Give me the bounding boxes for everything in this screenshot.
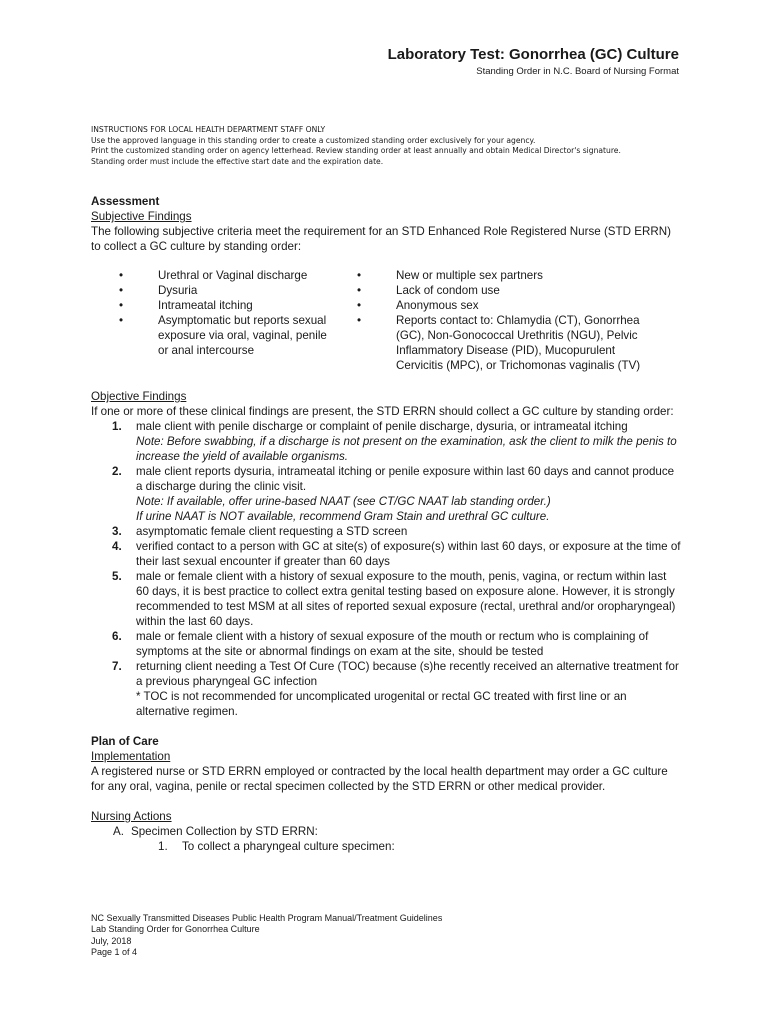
- implementation-text: A registered nurse or STD ERRN employed or contracted by the local health department may order a GC culture for any oral, vagina, penile or rectal specimen collected by the STD ERRN or other medical provider.: [91, 765, 668, 793]
- item-note: Note: If available, offer urine-based NAAT (see CT/GC NAAT lab standing order.): [136, 495, 551, 508]
- item-key: 1.: [158, 840, 168, 853]
- objective-heading: Objective Findings: [91, 390, 187, 403]
- page-footer: [91, 913, 442, 959]
- main-content: [91, 194, 681, 854]
- instructions-block: [91, 125, 671, 167]
- item-text: verified contact to a person with GC at site(s) of exposure(s) within last 60 days, or exposure at the time of their last sexual encounter if greater than 60 days: [136, 540, 681, 568]
- item-text: male or female client with a history of sexual exposure of the mouth or rectum who is complaining of symptoms at the site or abnormal findings on exam at the site, should be tested: [136, 630, 649, 658]
- list-item: [357, 283, 647, 298]
- bullet-text: Asymptomatic but reports sexual exposure via oral, vaginal, penile or anal intercourse: [158, 314, 327, 357]
- instructions-line: Standing order must include the effective start date and the expiration date.: [91, 156, 384, 166]
- list-item: [91, 464, 681, 524]
- item-number: 7.: [112, 660, 122, 673]
- bullet-icon: •: [119, 269, 124, 282]
- bullet-text: New or multiple sex partners: [396, 269, 543, 282]
- footer-line: NC Sexually Transmitted Diseases Public Health Program Manual/Treatment Guidelines: [91, 913, 443, 923]
- bullet-icon: •: [357, 299, 362, 312]
- list-item: [119, 268, 329, 283]
- bullet-column-left: [119, 268, 329, 373]
- list-item: [91, 659, 681, 719]
- item-number: 1.: [112, 420, 122, 433]
- item-footnote: * TOC is not recommended for uncomplicated urogenital or rectal GC treated with first line or an alternative regimen.: [136, 690, 627, 718]
- item-text: asymptomatic female client requesting a STD screen: [136, 525, 408, 538]
- list-item: [91, 419, 681, 464]
- instructions-line: Print the customized standing order on agency letterhead. Review standing order at least annually and obtain Medical Director's signature.: [91, 146, 621, 156]
- item-text: To collect a pharyngeal culture specimen:: [182, 840, 395, 853]
- list-item: [91, 524, 681, 539]
- assessment-heading: Assessment: [91, 195, 160, 208]
- item-number: 5.: [112, 570, 122, 583]
- bullet-text: Urethral or Vaginal discharge: [158, 269, 308, 282]
- list-item: [91, 629, 681, 659]
- bullet-text: Dysuria: [158, 284, 198, 297]
- nursing-section: [91, 809, 681, 854]
- bullet-column-right: [357, 268, 647, 373]
- page-number: Page 1 of 4: [91, 947, 138, 958]
- item-text: male client with penile discharge or complaint of penile discharge, dysuria, or intrameatal itching: [136, 420, 628, 433]
- instructions-line: Use the approved language in this standing order to create a customized standing order exclusively for your agency.: [91, 135, 536, 145]
- item-text: male client reports dysuria, intrameatal itching or penile exposure within last 60 days and cannot produce a discharge during the clinic visit.: [136, 465, 675, 493]
- item-number: 3.: [112, 525, 122, 538]
- page-title: Laboratory Test: Gonorrhea (GC) Culture: [387, 46, 679, 63]
- nursing-item-a-1: [91, 839, 681, 854]
- subjective-intro: The following subjective criteria meet the requirement for an STD Enhanced Role Registered Nurse (STD ERRN) to collect a GC culture by standing order:: [91, 225, 671, 253]
- subjective-heading: Subjective Findings: [91, 210, 192, 223]
- item-number: 2.: [112, 465, 122, 478]
- nursing-actions-heading: Nursing Actions: [91, 810, 172, 823]
- bullet-text: Intrameatal itching: [158, 299, 253, 312]
- bullet-text: Lack of condom use: [396, 284, 500, 297]
- list-item: [357, 268, 647, 283]
- bullet-icon: •: [119, 314, 124, 327]
- objective-list: [91, 419, 681, 719]
- plan-section: [91, 734, 681, 794]
- item-text: male or female client with a history of sexual exposure to the mouth, penis, vagina, or rectum within last 60 days, it is best practice to collect extra genital testing based on exposure alone. However, it is strongly recommended to test MSM at all sites of reported sexual exposure (rectal, urethral and/or oropharyngeal) within the last 60 days.: [136, 570, 676, 628]
- item-text: Specimen Collection by STD ERRN:: [131, 825, 318, 838]
- page-subtitle: Standing Order in N.C. Board of Nursing Format: [476, 66, 679, 77]
- item-text: returning client needing a Test Of Cure (TOC) because (s)he recently received an alternative treatment for a previous pharyngeal GC infection: [136, 660, 679, 688]
- list-item: [91, 539, 681, 569]
- item-number: 4.: [112, 540, 122, 553]
- item-note: Note: Before swabbing, if a discharge is not present on the examination, ask the client to milk the penis to increase the yield of available organisms.: [136, 435, 677, 463]
- implementation-heading: Implementation: [91, 750, 171, 763]
- list-item: [119, 313, 329, 358]
- plan-heading: Plan of Care: [91, 735, 159, 748]
- subjective-bullets: [91, 268, 681, 373]
- list-item: [119, 283, 329, 298]
- footer-line: Lab Standing Order for Gonorrhea Culture: [91, 924, 260, 935]
- item-note: If urine NAAT is NOT available, recommend Gram Stain and urethral GC culture.: [136, 510, 550, 523]
- bullet-icon: •: [357, 314, 362, 327]
- instructions-line: INSTRUCTIONS FOR LOCAL HEALTH DEPARTMENT STAFF ONLY: [91, 125, 326, 134]
- bullet-icon: •: [357, 269, 362, 282]
- list-item: [357, 313, 647, 373]
- item-key: A.: [113, 825, 124, 838]
- objective-intro: If one or more of these clinical findings are present, the STD ERRN should collect a GC culture by standing order:: [91, 405, 674, 418]
- bullet-text: Reports contact to: Chlamydia (CT), Gonorrhea (GC), Non-Gonococcal Urethritis (NGU), Pelvic Inflammatory Disease (PID), Mucopurulent Cervicitis (MPC), or Trichomonas vaginalis (TV): [396, 314, 641, 372]
- item-number: 6.: [112, 630, 122, 643]
- list-item: [119, 298, 329, 313]
- list-item: [91, 569, 681, 629]
- bullet-icon: •: [119, 299, 124, 312]
- list-item: [357, 298, 647, 313]
- bullet-icon: •: [357, 284, 362, 297]
- nursing-item-a: [91, 824, 681, 839]
- footer-line: July, 2018: [91, 935, 132, 946]
- bullet-text: Anonymous sex: [396, 299, 479, 312]
- bullet-icon: •: [119, 284, 124, 297]
